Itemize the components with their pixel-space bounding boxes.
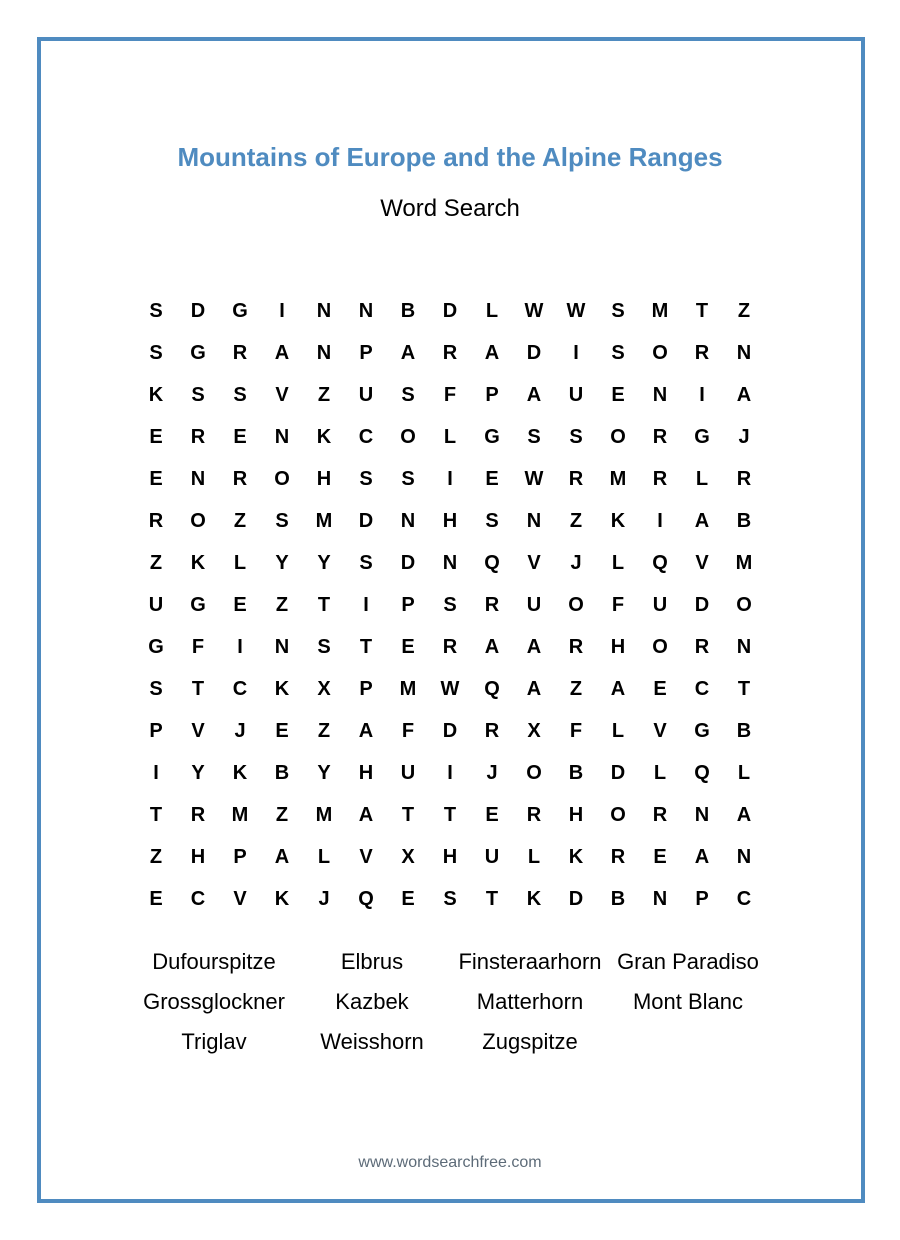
grid-cell: C [232,677,248,700]
grid-cell: T [149,803,163,826]
grid-cell: N [400,509,416,532]
grid-cell: L [695,467,709,490]
grid-cell: M [315,803,333,826]
grid-cell: R [568,467,584,490]
grid-cell: G [694,719,710,742]
grid-cell: E [275,719,289,742]
grid-row [135,878,765,920]
grid-cell: U [568,383,584,406]
grid-cell: P [359,677,373,700]
grid-cell: Q [694,761,710,784]
grid-cell: G [232,299,248,322]
grid-cell: C [190,887,206,910]
grid-cell: M [399,677,417,700]
word-list-item: Gran Paradiso [617,949,759,974]
grid-cell: N [316,341,332,364]
grid-row [135,584,765,626]
word-list-item: Kazbek [335,989,409,1014]
grid-row [135,836,765,878]
grid-cell: K [232,761,248,784]
grid-cell: R [736,467,752,490]
grid-cell: R [694,635,710,658]
grid-cell: U [652,593,668,616]
footer-url: www.wordsearchfree.com [358,1154,542,1171]
grid-cell: N [694,803,710,826]
grid-cell: I [237,635,243,658]
grid-cell: U [358,383,374,406]
grid-cell: A [400,341,416,364]
grid-cell: H [358,761,374,784]
grid-cell: W [566,299,586,322]
grid-cell: D [358,509,374,532]
grid-cell: R [190,425,206,448]
grid-cell: B [610,887,626,910]
grid-cell: B [736,719,752,742]
grid-cell: T [737,677,751,700]
grid-cell: T [191,677,205,700]
grid-cell: S [611,299,625,322]
grid-cell: K [274,887,290,910]
word-list-item: Grossglockner [143,989,285,1014]
grid-cell: Z [233,509,247,532]
word-list-row [135,982,767,1022]
grid-cell: J [486,761,498,784]
grid-cell: F [443,383,457,406]
grid-row [135,374,765,416]
grid-cell: R [442,341,458,364]
grid-cell: H [610,635,626,658]
grid-cell: Z [317,719,331,742]
grid-cell: O [652,341,668,364]
grid-cell: B [400,299,416,322]
grid-cell: A [694,509,710,532]
grid-cell: R [442,635,458,658]
grid-cell: K [568,845,584,868]
word-list-row [135,1022,767,1062]
grid-cell: H [190,845,206,868]
grid-cell: N [652,383,668,406]
grid-cell: O [526,761,542,784]
grid-cell: R [484,719,500,742]
grid-cell: U [400,761,416,784]
grid-cell: U [148,593,164,616]
grid-cell: R [652,425,668,448]
grid-cell: E [653,677,667,700]
grid-cell: O [190,509,206,532]
word-list-item: Zugspitze [482,1029,578,1054]
grid-cell: L [443,425,457,448]
grid-cell: Z [149,551,163,574]
grid-cell: R [610,845,626,868]
grid-cell: Z [569,509,583,532]
grid-cell: S [233,383,247,406]
grid-cell: S [443,887,457,910]
grid-cell: S [191,383,205,406]
grid-cell: Z [737,299,751,322]
grid-cell: S [149,677,163,700]
grid-cell: R [232,467,248,490]
grid-cell: I [573,341,579,364]
grid-cell: S [401,383,415,406]
grid-cell: B [274,761,290,784]
grid-cell: Z [317,383,331,406]
grid-cell: I [657,509,663,532]
grid-cell: R [526,803,542,826]
grid-cell: O [400,425,416,448]
grid-cell: D [400,551,416,574]
grid-row [135,626,765,668]
grid-cell: K [610,509,626,532]
grid-cell: N [316,299,332,322]
grid-cell: N [190,467,206,490]
grid-cell: Y [275,551,289,574]
grid-cell: V [191,719,205,742]
grid-row [135,500,765,542]
grid-cell: D [694,593,710,616]
grid-cell: F [401,719,415,742]
grid-cell: Y [191,761,205,784]
grid-cell: L [317,845,331,868]
grid-cell: A [694,845,710,868]
grid-cell: X [527,719,541,742]
grid-cell: N [274,635,290,658]
grid-cell: A [358,803,374,826]
grid-row [135,752,765,794]
page-title: Mountains of Europe and the Alpine Ranges [177,142,723,172]
grid-cell: A [736,803,752,826]
grid-cell: E [653,845,667,868]
grid-cell: N [442,551,458,574]
grid-cell: T [401,803,415,826]
grid-cell: A [274,341,290,364]
grid-cell: S [527,425,541,448]
grid-cell: C [694,677,710,700]
grid-cell: F [191,635,205,658]
grid-cell: N [526,509,542,532]
grid-cell: X [401,845,415,868]
grid-cell: H [442,845,458,868]
grid-cell: N [736,845,752,868]
grid-cell: S [359,551,373,574]
grid-cell: N [274,425,290,448]
grid-cell: R [652,803,668,826]
grid-cell: I [153,761,159,784]
grid-cell: O [274,467,290,490]
grid-cell: Y [317,551,331,574]
grid-cell: A [610,677,626,700]
grid-cell: N [358,299,374,322]
grid-cell: A [526,383,542,406]
grid-cell: E [149,887,163,910]
grid-row [135,542,765,584]
word-list-item: Dufourspitze [152,949,276,974]
grid-cell: H [316,467,332,490]
grid-cell: F [611,593,625,616]
grid-cell: C [358,425,374,448]
word-list-item: Elbrus [340,949,404,974]
grid-row [135,794,765,836]
grid-cell: I [279,299,285,322]
grid-cell: P [149,719,163,742]
grid-cell: M [651,299,669,322]
grid-cell: A [526,635,542,658]
letter-grid [135,290,765,920]
grid-cell: R [652,467,668,490]
grid-cell: V [653,719,667,742]
grid-cell: E [233,425,247,448]
grid-cell: Y [317,761,331,784]
grid-row [135,668,765,710]
grid-cell: N [736,341,752,364]
grid-cell: Q [484,551,500,574]
grid-cell: G [484,425,500,448]
grid-cell: K [316,425,332,448]
word-list-item: Triglav [181,1029,247,1054]
word-list-item: Mont Blanc [632,989,744,1014]
grid-cell: S [485,509,499,532]
grid-cell: V [275,383,289,406]
grid-cell: V [359,845,373,868]
grid-cell: U [526,593,542,616]
grid-row [135,710,765,752]
grid-cell: Q [484,677,500,700]
grid-cell: D [442,719,458,742]
grid-cell: H [568,803,584,826]
grid-row [135,458,765,500]
grid-cell: O [736,593,752,616]
grid-cell: K [274,677,290,700]
grid-cell: N [652,887,668,910]
grid-cell: T [443,803,457,826]
grid-cell: E [485,803,499,826]
grid-cell: B [736,509,752,532]
grid-cell: S [401,467,415,490]
grid-cell: E [149,425,163,448]
grid-cell: P [695,887,709,910]
grid-cell: N [736,635,752,658]
grid-cell: X [317,677,331,700]
grid-cell: E [611,383,625,406]
grid-cell: P [359,341,373,364]
grid-cell: V [233,887,247,910]
grid-cell: D [442,299,458,322]
grid-cell: A [484,635,500,658]
word-list [135,942,767,1062]
grid-cell: P [401,593,415,616]
grid-cell: C [736,887,752,910]
grid-cell: D [526,341,542,364]
grid-cell: S [443,593,457,616]
grid-cell: K [148,383,164,406]
grid-cell: O [568,593,584,616]
page-subtitle: Word Search [380,195,520,222]
grid-cell: Z [569,677,583,700]
grid-cell: Q [358,887,374,910]
grid-cell: E [149,467,163,490]
grid-cell: L [737,761,751,784]
grid-cell: F [569,719,583,742]
grid-cell: S [569,425,583,448]
grid-cell: W [524,467,544,490]
grid-row [135,416,765,458]
grid-row [135,332,765,374]
grid-cell: A [484,341,500,364]
grid-cell: Z [149,845,163,868]
grid-cell: H [442,509,458,532]
grid-cell: J [234,719,246,742]
grid-cell: Z [275,593,289,616]
grid-cell: B [568,761,584,784]
grid-cell: W [524,299,544,322]
grid-cell: S [149,341,163,364]
grid-cell: A [736,383,752,406]
grid-cell: V [695,551,709,574]
grid-cell: D [610,761,626,784]
grid-cell: E [401,887,415,910]
grid-cell: S [359,467,373,490]
grid-cell: P [485,383,499,406]
word-list-item: Weisshorn [320,1029,424,1054]
grid-cell: T [317,593,331,616]
grid-cell: L [611,719,625,742]
word-list-item: Matterhorn [476,989,584,1014]
grid-cell: T [695,299,709,322]
grid-cell: D [190,299,206,322]
grid-cell: A [526,677,542,700]
grid-cell: G [190,593,206,616]
grid-cell: S [275,509,289,532]
grid-cell: O [610,803,626,826]
grid-cell: R [694,341,710,364]
grid-cell: I [363,593,369,616]
word-list-row [135,942,767,982]
grid-row [135,290,765,332]
grid-cell: R [232,341,248,364]
grid-cell: S [611,341,625,364]
grid-cell: K [190,551,206,574]
grid-cell: G [148,635,164,658]
grid-cell: R [568,635,584,658]
grid-cell: A [358,719,374,742]
grid-cell: R [484,593,500,616]
grid-cell: I [447,761,453,784]
grid-cell: G [190,341,206,364]
grid-cell: E [233,593,247,616]
grid-cell: O [652,635,668,658]
grid-cell: M [231,803,249,826]
grid-cell: S [149,299,163,322]
grid-cell: V [527,551,541,574]
grid-cell: K [526,887,542,910]
grid-cell: L [233,551,247,574]
grid-cell: A [274,845,290,868]
grid-cell: E [401,635,415,658]
grid-cell: I [699,383,705,406]
grid-cell: P [233,845,247,868]
grid-cell: J [738,425,750,448]
grid-cell: R [148,509,164,532]
grid-cell: T [485,887,499,910]
grid-cell: M [735,551,753,574]
grid-cell: I [447,467,453,490]
grid-cell: M [609,467,627,490]
grid-cell: S [317,635,331,658]
grid-cell: L [611,551,625,574]
grid-cell: Z [275,803,289,826]
grid-cell: T [359,635,373,658]
grid-cell: W [440,677,460,700]
grid-cell: L [527,845,541,868]
grid-cell: U [484,845,500,868]
grid-cell: L [653,761,667,784]
grid-cell: O [610,425,626,448]
grid-cell: J [570,551,582,574]
grid-cell: G [694,425,710,448]
grid-cell: R [190,803,206,826]
grid-cell: E [485,467,499,490]
grid-cell: Q [652,551,668,574]
grid-cell: L [485,299,499,322]
word-list-item: Finsteraarhorn [458,949,602,974]
grid-cell: M [315,509,333,532]
grid-cell: D [568,887,584,910]
grid-cell: J [318,887,330,910]
